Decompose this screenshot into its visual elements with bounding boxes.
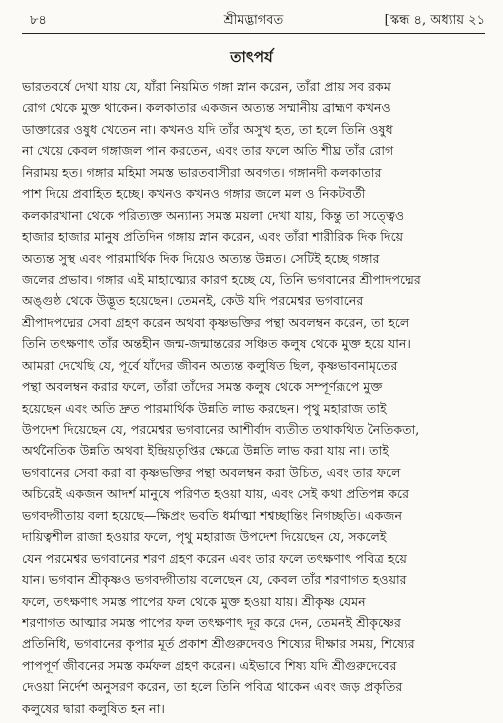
text-line: অর্থনৈতিক উন্নতি অথবা ইন্দ্রিয়তৃপ্তির ক্ষেত্রে উন্নতি লাভ করা যায় না। তাই — [22, 443, 389, 459]
text-line: দায়িত্বশীল রাজা হওয়ার ফলে, পৃথু মহারাজ উপদেশ দিয়েছেন যে, সকলেই — [22, 529, 387, 545]
text-line: ফলে, তৎক্ষণাৎ সমস্ত পাপের ফল থেকে মুক্ত হওয়া যায়। শ্রীকৃষ্ণ যেমন — [22, 593, 366, 609]
text-line: নিরাময় হত। গঙ্গার মহিমা সমস্ত ভারতবাসীরা অবগত। গঙ্গানদী কলকাতার — [22, 164, 382, 180]
text-line: হয়েছেন এবং অতি দ্রুত পারমার্থিক উন্নতি লাভ করছেন। পৃথু মহারাজ তাই — [22, 400, 387, 416]
text-line: ডাক্তারের ওষুধ খেতেন না। কখনও যদি তাঁর অসুখ হত, তা হলে তিনি ওষুধ — [22, 121, 393, 137]
text-line: দেওয়া নির্দেশ অনুসরণ করেন, তা হলে তিনি পবিত্র থাকেন এবং জড় প্রকৃতির — [22, 679, 403, 695]
text-line: ভারতবর্ষে দেখা যায় যে, যাঁরা নিয়মিত গঙ্গা স্নান করেন, তাঁরা প্রায় সব রকম — [22, 79, 391, 94]
text-line: ভগবদ্গীতায় বলা হয়েছে—ক্ষিপ্রং ভবতি ধর্মাত্মা শশ্বচ্ছান্তিং নিগচ্ছতি। একজন — [22, 507, 403, 523]
text-line: হাজার হাজার মানুষ প্রতিদিন গঙ্গায় স্নান করেন, এবং তাঁরা শারীরিক দিক দিয়ে — [22, 229, 404, 245]
text-line: ভগবানের সেবা করা বা কৃষ্ণভক্তির পন্থা অবলম্বন করা উচিত, এবং তার ফলে — [22, 464, 401, 480]
text-line: অঙ্গুষ্ঠ থেকে উদ্ভূত হয়েছেন। তেমনই, কেউ যদি পরমেশ্বর ভগবানের — [22, 293, 364, 309]
section-heading: তাৎপর্য — [230, 48, 273, 66]
text-line: না খেয়ে কেবল গঙ্গাজল পান করতেন, এবং তার ফলে অতি শীঘ্র তাঁর রোগ — [22, 143, 394, 159]
text-line: প্রতিনিধি, ভগবানের কৃপার মূর্ত প্রকাশ শ্রীগুরুদেবও শিষ্যের দীক্ষার সময়, শিষ্যের — [22, 636, 415, 652]
text-line: উপদেশ দিয়েছেন যে, পরমেশ্বর ভগবানের আশীর্বাদ ব্যতীত তথাকথিত নৈতিকতা, — [22, 422, 420, 437]
text-line: জলের প্রভাব। গঙ্গার এই মাহাত্ম্যের কারণ হচ্ছে যে, তিনি ভগবানের শ্রীপাদপদ্মের — [22, 271, 421, 287]
text-line: শ্রীপাদপদ্মের সেবা গ্রহণ করেন অথবা কৃষ্ণভক্তির পন্থা অবলম্বন করেন, তা হলে — [22, 314, 410, 330]
chapter-reference: [স্কন্ধ ৪, অধ্যায় ২১ — [384, 13, 485, 28]
page-header — [22, 9, 485, 31]
text-line: যান। ভগবান শ্রীকৃষ্ণও ভগবদ্গীতায় বলেছেন যে, কেবল তাঁর শরণাগত হওয়ার — [22, 572, 407, 588]
header-rule — [22, 33, 485, 34]
text-line: অত্যন্ত সুস্থ এবং পারমার্থিক দিক দিয়েও অত্যন্ত উন্নত। সেটিই হচ্ছে গঙ্গার — [22, 250, 380, 266]
text-line: শরণাগত আত্মার সমস্ত পাপের ফল তৎক্ষণাৎ দূর করে দেন, তেমনই শ্রীকৃষ্ণের — [22, 614, 401, 630]
page-number: ৮৪ — [30, 13, 47, 28]
text-line: আমরা দেখেছি যে, পূর্বে যাঁদের জীবন অত্যন্ত কলুষিত ছিল, কৃষ্ণভাবনামৃতের — [22, 357, 398, 373]
text-line: যেন পরমেশ্বর ভগবানের শরণ গ্রহণ করেন এবং তার ফলে তৎক্ষণাৎ পবিত্র হয়ে — [22, 550, 407, 566]
text-line: পাপপূর্ণ জীবনের সমস্ত কর্মফল গ্রহণ করেন। এইভাবে শিষ্য যদি শ্রীগুরুদেবের — [22, 657, 397, 673]
text-line: অচিরেই একজন আদর্শ মানুষে পরিণত হওয়া যায়, এবং সেই কথা প্রতিপন্ন করে — [22, 486, 410, 502]
text-line: পাশ দিয়ে প্রবাহিত হচ্ছে। কখনও কখনও গঙ্গার জলে মল ও নিকটবর্তী — [22, 186, 366, 202]
text-line: কলুষের দ্বারা কলুষিত হন না। — [22, 700, 165, 716]
text-line: রোগ থেকে মুক্ত থাকেন। কলকাতার একজন অত্যন্ত সম্মানীয় ব্রাহ্মণ কখনও — [22, 100, 391, 116]
text-line: তিনি তৎক্ষণাৎ তাঁর অন্তহীন জন্ম-জন্মান্তরের সঞ্চিত কলুষ থেকে মুক্ত হয়ে যান। — [22, 336, 411, 352]
text-line: কলকারখানা থেকে পরিত্যক্ত অন্যান্য সমস্ত ময়লা দেখা যায়, কিন্তু তা সত্ত্বেও — [22, 207, 405, 223]
book-title: শ্রীমদ্ভাগবত — [223, 13, 284, 28]
text-line: পন্থা অবলম্বন করার ফলে, তাঁরা তাঁদের সমস্ত কলুষ থেকে সম্পূর্ণরূপে মুক্ত — [22, 379, 383, 395]
purport-text — [22, 76, 485, 719]
